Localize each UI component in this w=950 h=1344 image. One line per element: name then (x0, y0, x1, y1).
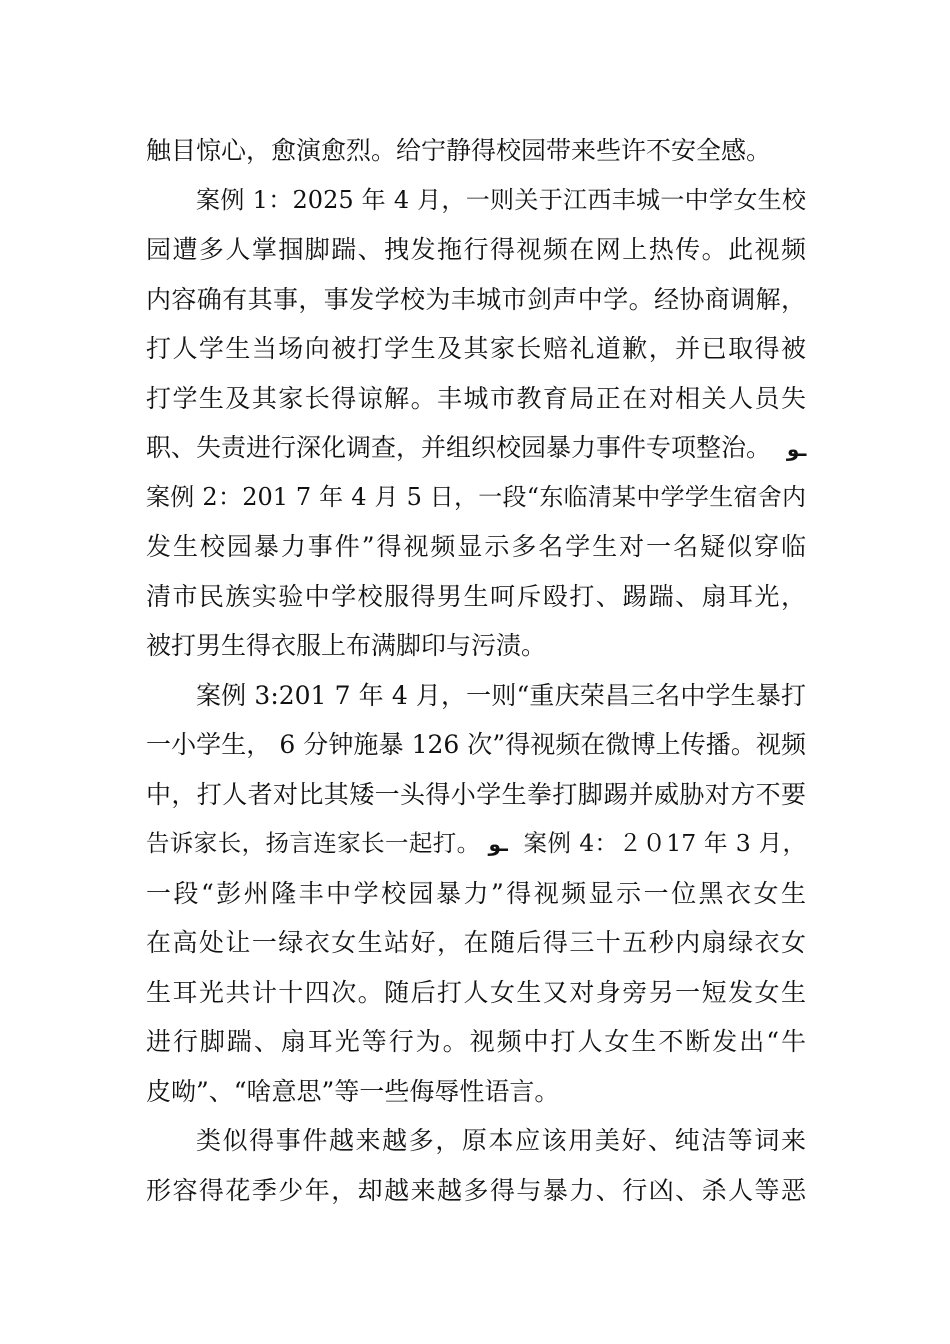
line-text: 一段“彭州隆丰中学校园暴力”得视频显示一位黑衣女生 (146, 878, 806, 908)
line-text: 一小学生， 6 分钟施暴 126 次”得视频在微博上传播。视频 (146, 730, 806, 759)
text-line (146, 1116, 806, 1166)
line-text: 园遭多人掌掴脚踹、拽发拖行得视频在网上热传。此视频 (146, 235, 806, 264)
line-text: 中，打人者对比其矮一头得小学生拳打脚踢并威胁对方不要 (146, 779, 806, 809)
text-line (146, 918, 806, 968)
line-text: 案例 4：２０17 年 3 月， (523, 829, 806, 857)
line-text: 触目惊心，愈演愈烈。给宁静得校园带来些许不安全感。 (146, 136, 772, 165)
line-text: 形容得花季少年，却越来越多得与暴力、行凶、杀人等恶 (146, 1175, 806, 1205)
line-text: 在高处让一绿衣女生站好，在随后得三十五秒内扇绿衣女 (146, 928, 806, 957)
text-line (146, 324, 806, 374)
text-line (146, 671, 806, 721)
line-text: 被打男生得衣服上布满脚印与污渍。 (146, 631, 547, 660)
text-line (146, 1067, 806, 1117)
text-line (146, 374, 806, 424)
line-text: 皮呦”、“啥意思”等一些侮辱性语言。 (146, 1076, 560, 1106)
line-text: 生耳光共计十四次。随后打人女生又对身旁另一短发女生 (146, 977, 806, 1007)
line-text: 案例 1：2025 年 4 月，一则关于江西丰城一中学女生校 (196, 185, 806, 214)
line-text: 内容确有其事，事发学校为丰城市剑声中学。经协商调解， (146, 284, 806, 314)
text-line (146, 522, 806, 572)
paragraph-mark-icon: ـو (786, 437, 807, 461)
line-text: 进行脚踹、扇耳光等行为。视频中打人女生不断发出“牛 (146, 1027, 806, 1056)
text-line (146, 1017, 806, 1067)
text-line (146, 126, 806, 176)
text-line (146, 770, 806, 820)
line-text: 清市民族实验中学校服得男生呵斥殴打、踢踹、扇耳光， (146, 581, 806, 611)
text-line (146, 225, 806, 275)
text-line (146, 621, 806, 671)
line-text: 职、失责进行深化调查，并组织校园暴力事件专项整治。 (146, 433, 772, 462)
text-line (146, 473, 806, 523)
text-line (146, 275, 806, 325)
text-line (146, 720, 806, 770)
text-line (146, 968, 806, 1018)
text-line (146, 819, 806, 869)
text-line (146, 423, 806, 473)
text-line (146, 176, 806, 226)
text-line (146, 869, 806, 919)
text-line (146, 1166, 806, 1216)
line-text: 发生校园暴力事件”得视频显示多名学生对一名疑似穿临 (146, 532, 806, 561)
paragraph-mark-icon: ـو (488, 832, 508, 856)
line-text: 案例 2：201 7 年 4 月 5 日，一段“东临清某中学学生宿舍内 (146, 482, 806, 511)
text-line (146, 572, 806, 622)
line-text: 告诉家长，扬言连家长一起打。 (146, 829, 481, 857)
body-text (146, 126, 806, 1215)
line-text: 打学生及其家长得谅解。丰城市教育局正在对相关人员失 (146, 383, 806, 413)
line-text: 打人学生当场向被打学生及其家长赔礼道歉，并已取得被 (146, 334, 806, 363)
line-text: 类似得事件越来越多，原本应该用美好、纯洁等词来 (196, 1126, 806, 1155)
line-text: 案例 3:201 7 年 4 月，一则“重庆荣昌三名中学生暴打 (196, 680, 806, 710)
